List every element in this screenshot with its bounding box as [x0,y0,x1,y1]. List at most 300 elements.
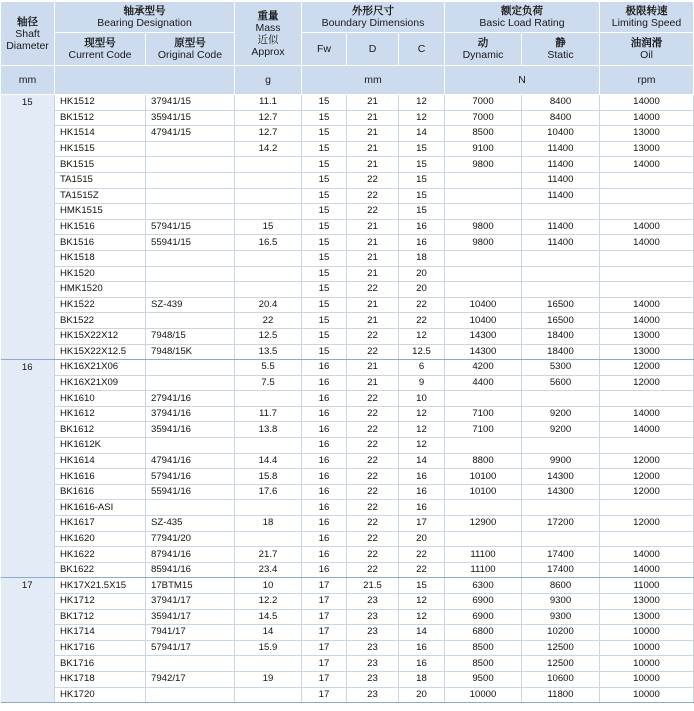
table-header [1,2,694,95]
dynamic-load-value: 9800 [445,235,522,251]
c-value: 16 [399,469,445,485]
original-code [146,141,235,157]
bearing-code: BK1515 [55,157,146,173]
fw-value: 15 [302,344,347,360]
bearing-code: HK1712 [55,594,146,610]
oil-speed-value: 14000 [600,406,694,422]
original-code: SZ-439 [146,297,235,313]
static-header [522,33,600,66]
d-value: 22 [347,406,399,422]
mass-value: 14 [235,625,302,641]
oil-speed-value [600,391,694,407]
dynamic-load-value [445,500,522,516]
dynamic-load-value: 10400 [445,297,522,313]
oil-speed-value: 12000 [600,453,694,469]
dynamic-load-value: 10100 [445,469,522,485]
original-code: 17BTM15 [146,578,235,594]
shaft-zh-label: 轴径 [17,15,38,28]
bearing-code: BK1612 [55,422,146,438]
original-code [146,188,235,204]
fw-value: 15 [302,188,347,204]
bearing-code: HK15X22X12 [55,328,146,344]
d-value: 21 [347,313,399,329]
oil-speed-value: 14000 [600,110,694,126]
bearing-code: BK1516 [55,235,146,251]
mass-value: 11.7 [235,406,302,422]
d-value: 21 [347,360,399,376]
d-value: 22 [347,204,399,220]
dynamic-load-value: 8500 [445,656,522,672]
static-load-value [522,250,600,266]
mass-value: 20.4 [235,297,302,313]
c-value: 16 [399,235,445,251]
mass-value: 15 [235,219,302,235]
original-code: 77941/20 [146,531,235,547]
d-value: 22 [347,172,399,188]
c-value: 20 [399,531,445,547]
mass-value [235,282,302,298]
original-code [146,313,235,329]
fw-value: 16 [302,438,347,454]
d-value: 21 [347,375,399,391]
c-value: 9 [399,375,445,391]
bearing-code: HK1516 [55,219,146,235]
c-value: 12 [399,438,445,454]
original-code [146,250,235,266]
table-row [1,250,694,266]
static-zh-label: 静 [555,37,566,49]
oil-speed-value: 14000 [600,562,694,578]
c-value: 15 [399,188,445,204]
fw-value: 17 [302,609,347,625]
c-value: 17 [399,516,445,532]
table-row [1,547,694,563]
original-zh-label: 原型号 [174,37,206,49]
table-row [1,422,694,438]
mass-value: 7.5 [235,375,302,391]
mass-value [235,531,302,547]
c-value: 15 [399,157,445,173]
table-row [1,313,694,329]
c-value: 12 [399,406,445,422]
oil-speed-value: 10000 [600,656,694,672]
dynamic-header [445,33,522,66]
current-en-label: Current Code [68,49,132,61]
table-row [1,469,694,485]
bearing-code: BK1616 [55,484,146,500]
c-value: 12 [399,95,445,111]
table-row [1,266,694,282]
oil-speed-value: 13000 [600,594,694,610]
mass-value [235,687,302,703]
boundary-en-label: Boundary Dimensions [321,17,425,29]
mass-value: 14.5 [235,609,302,625]
dynamic-load-value: 9100 [445,141,522,157]
dynamic-load-value: 6900 [445,594,522,610]
dynamic-load-value: 9800 [445,219,522,235]
bearing-code: TA1515Z [55,188,146,204]
static-load-value: 9300 [522,609,600,625]
static-load-value: 9200 [522,406,600,422]
fw-value: 17 [302,578,347,594]
original-code: 57941/17 [146,640,235,656]
dynamic-load-value: 6300 [445,578,522,594]
fw-value: 16 [302,406,347,422]
d-value: 21 [347,157,399,173]
fw-value: 15 [302,204,347,220]
d-value: 23 [347,594,399,610]
static-load-value: 18400 [522,328,600,344]
dynamic-load-value [445,438,522,454]
oil-speed-value: 12000 [600,360,694,376]
static-load-value: 12500 [522,656,600,672]
original-code: 47941/16 [146,453,235,469]
bearing-code: BK1512 [55,110,146,126]
mass-value: 12.7 [235,110,302,126]
mass-value [235,157,302,173]
static-load-value [522,531,600,547]
table-row [1,453,694,469]
oil-speed-value: 10000 [600,640,694,656]
d-value: 23 [347,656,399,672]
oil-speed-value: 14000 [600,422,694,438]
table-row [1,219,694,235]
dynamic-load-value: 7000 [445,110,522,126]
bearing-code: BK1522 [55,313,146,329]
fw-value: 15 [302,250,347,266]
table-row [1,671,694,687]
original-code: 27941/16 [146,391,235,407]
mass-value: 19 [235,671,302,687]
bearing-table [0,1,694,703]
c-value: 6 [399,360,445,376]
original-en-label: Original Code [157,49,223,61]
fw-value: 16 [302,422,347,438]
c-value: 12 [399,594,445,610]
static-load-value: 8400 [522,110,600,126]
fw-value: 15 [302,95,347,111]
static-load-value: 11400 [522,235,600,251]
bearing-code: HK1522 [55,297,146,313]
static-en-label: Static [547,49,574,61]
c-value: 20 [399,282,445,298]
mass-value: 15.8 [235,469,302,485]
mass-value [235,391,302,407]
original-code: 55941/15 [146,235,235,251]
static-load-value [522,391,600,407]
d-value: 21 [347,141,399,157]
d-value: 21 [347,95,399,111]
original-code [146,500,235,516]
oil-speed-value: 10000 [600,625,694,641]
bearing-code: HK15X22X12.5 [55,344,146,360]
mass-value [235,656,302,672]
bearing-code: HK1610 [55,391,146,407]
speed-unit: rpm [600,66,694,95]
mass-value: 12.2 [235,594,302,610]
dynamic-load-value: 14300 [445,328,522,344]
dynamic-load-value: 9800 [445,157,522,173]
d-value: 22 [347,500,399,516]
d-value: 21 [347,266,399,282]
dynamic-load-value: 4400 [445,375,522,391]
oil-speed-value: 14000 [600,547,694,563]
d-value: 22 [347,469,399,485]
fw-value: 16 [302,360,347,376]
d-value: 22 [347,453,399,469]
bearing-code: HK1514 [55,126,146,142]
bearing-code: HK1620 [55,531,146,547]
table-row [1,204,694,220]
original-code [146,687,235,703]
c-value: 22 [399,547,445,563]
bearing-code: HK1622 [55,547,146,563]
static-load-value: 8600 [522,578,600,594]
fw-value: 15 [302,297,347,313]
d-value: 22 [347,344,399,360]
mass-value: 14.2 [235,141,302,157]
bearing-code: HK1714 [55,625,146,641]
original-code [146,282,235,298]
bearing-code: HK1614 [55,453,146,469]
d-value: 21 [347,297,399,313]
boundary-zh-label: 外形尺寸 [352,5,394,17]
shaft-diameter-cell: 17 [1,578,55,703]
oil-speed-value: 14000 [600,313,694,329]
dynamic-load-value: 8800 [445,453,522,469]
table-row [1,344,694,360]
boundary-header [302,2,445,33]
fw-value: 17 [302,640,347,656]
mass-value: 17.6 [235,484,302,500]
c-value: 14 [399,126,445,142]
original-code: 37941/17 [146,594,235,610]
shaft-diameter-cell: 15 [1,95,55,360]
mass-value: 12.5 [235,328,302,344]
table-row [1,360,694,376]
static-load-value: 16500 [522,313,600,329]
mass-value [235,500,302,516]
table-row [1,157,694,173]
oil-speed-value [600,500,694,516]
d-value: 22 [347,562,399,578]
c-value: 14 [399,625,445,641]
dynamic-load-value: 7000 [445,95,522,111]
oil-speed-value [600,172,694,188]
table-row [1,282,694,298]
static-load-value: 5600 [522,375,600,391]
mass-value: 11.1 [235,95,302,111]
static-load-value: 18400 [522,344,600,360]
static-load-value: 17200 [522,516,600,532]
mass-value: 22 [235,313,302,329]
d-value: 21 [347,250,399,266]
fw-value: 17 [302,625,347,641]
bearing-code: BK1622 [55,562,146,578]
shaft-unit: mm [1,66,55,95]
mass-header [235,2,302,66]
original-code: 87941/16 [146,547,235,563]
dynamic-load-value: 11100 [445,562,522,578]
original-code [146,266,235,282]
fw-value: 15 [302,328,347,344]
oil-speed-value: 14000 [600,297,694,313]
table-row [1,578,694,594]
dynamic-load-value: 10100 [445,484,522,500]
mass-en-label: Mass [255,21,281,34]
c-value: 22 [399,297,445,313]
fw-value: 16 [302,531,347,547]
bearing-code: TA1515 [55,172,146,188]
static-load-value: 11400 [522,219,600,235]
c-value: 18 [399,250,445,266]
fw-value: 16 [302,547,347,563]
static-load-value: 14300 [522,484,600,500]
dynamic-load-value [445,188,522,204]
c-value: 12 [399,110,445,126]
mass-value [235,266,302,282]
original-code: 37941/15 [146,95,235,111]
oil-speed-value: 10000 [600,671,694,687]
bearing-code: HK17X21.5X15 [55,578,146,594]
mass-value: 23.4 [235,562,302,578]
oil-header [600,33,694,66]
original-code [146,204,235,220]
c-value: 16 [399,640,445,656]
mass-value [235,172,302,188]
c-value: 10 [399,391,445,407]
d-value: 21 [347,126,399,142]
original-code [146,157,235,173]
static-load-value: 10400 [522,126,600,142]
table-row [1,126,694,142]
oil-speed-value [600,250,694,266]
bearing-code: HK1718 [55,671,146,687]
oil-speed-value [600,188,694,204]
dynamic-load-value: 9500 [445,671,522,687]
table-row [1,406,694,422]
bearing-code: HK1518 [55,250,146,266]
c-value: 16 [399,500,445,516]
original-code: 55941/16 [146,484,235,500]
d-value: 22 [347,531,399,547]
designation-zh-label: 轴承型号 [123,5,166,17]
dynamic-load-value [445,250,522,266]
static-load-value: 9200 [522,422,600,438]
mass-zh-label: 重量 [257,9,279,22]
dynamic-load-value: 10400 [445,313,522,329]
approx-en-label: Approx [251,45,285,58]
d-value: 21 [347,235,399,251]
d-value: 23 [347,640,399,656]
mass-value: 12.7 [235,126,302,142]
static-load-value: 17400 [522,562,600,578]
bearing-code: HK16X21X09 [55,375,146,391]
dynamic-load-value: 6800 [445,625,522,641]
oil-speed-value: 14000 [600,95,694,111]
original-code: 85941/16 [146,562,235,578]
original-code: 47941/15 [146,126,235,142]
fw-value: 15 [302,313,347,329]
oil-speed-value: 10000 [600,687,694,703]
fw-value: 15 [302,126,347,142]
table-row [1,625,694,641]
d-value: 22 [347,422,399,438]
original-code: 37941/16 [146,406,235,422]
static-load-value: 11400 [522,141,600,157]
mass-value: 13.5 [235,344,302,360]
oil-speed-value: 13000 [600,609,694,625]
dynamic-load-value: 14300 [445,344,522,360]
load-unit: N [445,66,600,95]
mass-value [235,204,302,220]
static-load-value: 11800 [522,687,600,703]
d-value: 22 [347,391,399,407]
d-value: 22 [347,188,399,204]
original-code: 7948/15K [146,344,235,360]
shaft-diameter-cell: 16 [1,360,55,578]
dynamic-load-value: 10000 [445,687,522,703]
designation-header [55,2,235,33]
designation-en-label: Bearing Designation [97,17,192,29]
limiting-speed-header [600,2,694,33]
fw-value: 16 [302,484,347,500]
dynamic-load-value [445,266,522,282]
table-row [1,484,694,500]
speed-en-label: Limiting Speed [611,17,682,29]
table-row [1,640,694,656]
bearing-code: HMK1520 [55,282,146,298]
table-row [1,110,694,126]
c-value: 15 [399,578,445,594]
table-row [1,188,694,204]
mass-value: 16.5 [235,235,302,251]
original-code [146,438,235,454]
mass-unit: g [235,66,302,95]
fw-value: 16 [302,391,347,407]
oil-speed-value: 12000 [600,469,694,485]
c-value: 20 [399,266,445,282]
mass-value [235,438,302,454]
static-load-value: 10200 [522,625,600,641]
oil-speed-value: 14000 [600,219,694,235]
d-value: 22 [347,516,399,532]
static-load-value [522,500,600,516]
oil-speed-value: 12000 [600,484,694,500]
oil-speed-value: 13000 [600,328,694,344]
c-value: 15 [399,172,445,188]
bearing-code: HK1515 [55,141,146,157]
static-load-value [522,204,600,220]
c-value: 22 [399,562,445,578]
bearing-code: HK1617 [55,516,146,532]
d-value: 23 [347,609,399,625]
bearing-code: HK1716 [55,640,146,656]
static-load-value: 9900 [522,453,600,469]
oil-speed-value: 12000 [600,375,694,391]
fw-value: 17 [302,594,347,610]
load-rating-header [445,2,600,33]
static-load-value: 11400 [522,188,600,204]
table-row [1,687,694,703]
bearing-code: HK16X21X06 [55,360,146,376]
d-value: 22 [347,438,399,454]
static-load-value [522,266,600,282]
mass-value [235,250,302,266]
static-load-value: 9300 [522,594,600,610]
bearing-code: HK1612K [55,438,146,454]
dynamic-load-value [445,391,522,407]
